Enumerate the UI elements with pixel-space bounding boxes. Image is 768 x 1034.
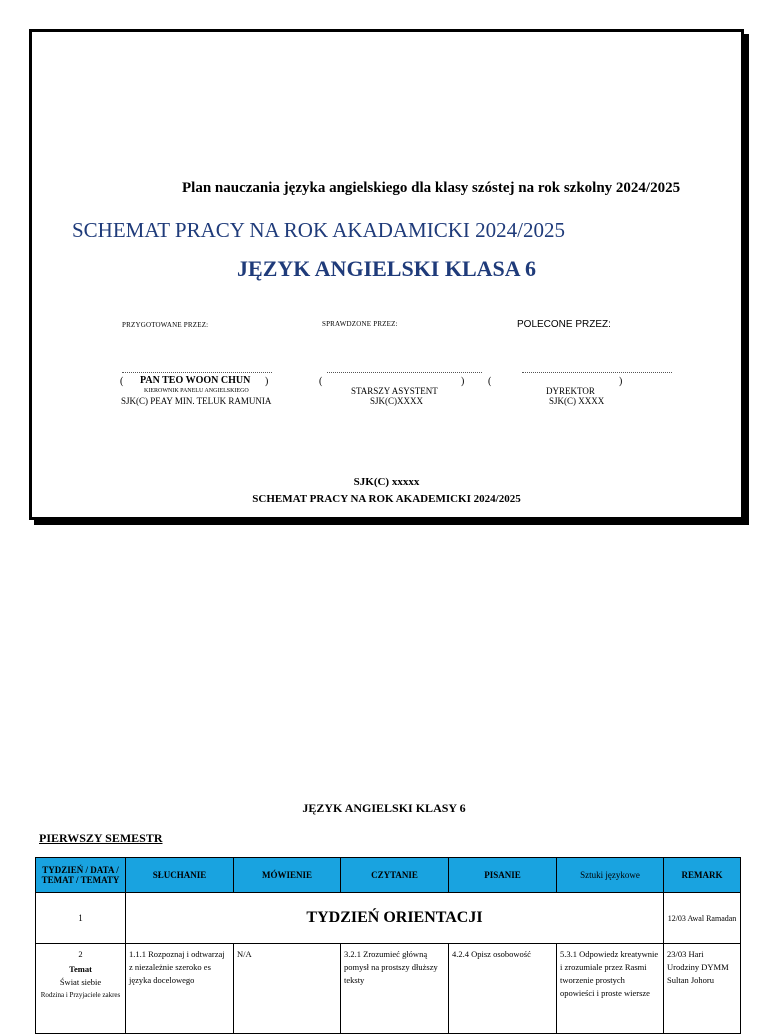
- speaking-cell: N/A: [234, 944, 341, 1034]
- director-school: SJK(C) XXXX: [549, 396, 605, 406]
- header-listening: SŁUCHANIE: [126, 858, 234, 893]
- plan-subtitle: Plan nauczania języka angielskiego dla klasy szóstej na rok szkolny 2024/2025: [182, 180, 681, 196]
- checked-by-label: SPRAWDZONE PRZEZ:: [322, 320, 398, 328]
- signature-line-recommended: [522, 372, 672, 373]
- header-language-arts: Sztuki językowe: [557, 858, 664, 893]
- week-number: 2: [78, 949, 83, 959]
- header-speaking: MÓWIENIE: [234, 858, 341, 893]
- theme-label: Temat: [69, 964, 92, 974]
- paren-close: ): [619, 376, 623, 387]
- section-title: JĘZYK ANGIELSKI KLASY 6: [302, 801, 466, 815]
- scheme-of-work-table: [35, 857, 741, 1034]
- scheme-title: SCHEMAT PRACY NA ROK AKADAMICKI 2024/2025: [72, 218, 565, 242]
- semester-heading: PIERWSZY SEMESTR: [39, 831, 163, 845]
- header-writing: PISANIE: [449, 858, 557, 893]
- preparer-name: PAN TEO WOON CHUN: [140, 375, 251, 386]
- theme-value: Świat siebie: [59, 977, 102, 987]
- prepared-by-label: PRZYGOTOWANE PRZEZ:: [122, 321, 209, 329]
- week-number: 1: [36, 893, 126, 944]
- table-row: [36, 893, 741, 944]
- topic-value: Rodzina i Przyjaciele zakres: [40, 991, 121, 999]
- remark-cell: 23/03 Hari Urodziny DYMM Sultan Johoru: [664, 944, 741, 1034]
- paren-open: (: [120, 376, 124, 387]
- checker-role: STARSZY ASYSTENT: [351, 386, 438, 396]
- week-cell: [36, 944, 126, 1034]
- preparer-school: SJK(C) PEAY MIN. TELUK RAMUNIA: [121, 396, 272, 406]
- signature-line-checked: [327, 372, 482, 373]
- paren-close: ): [461, 376, 465, 387]
- signature-line-prepared: [122, 372, 272, 373]
- writing-cell: 4.2.4 Opisz osobowość: [449, 944, 557, 1034]
- subject-title: JĘZYK ANGIELSKI KLASA 6: [237, 256, 536, 281]
- table-header-row: [36, 858, 741, 893]
- listening-cell: 1.1.1 Rozpoznaj i odtwarzaj z niezależnie szeroko es języka docelowego: [126, 944, 234, 1034]
- preparer-role: KIEROWNIK PANELU ANGIELSKIEGO: [144, 388, 249, 394]
- footer-school: SJK(C) xxxxx: [353, 476, 420, 488]
- header-reading: CZYTANIE: [341, 858, 449, 893]
- remark-cell: 12/03 Awal Ramadan: [664, 893, 741, 944]
- table-row: [36, 944, 741, 1034]
- recommended-by-label: POLECONE PRZEZ:: [517, 319, 611, 330]
- header-week: TYDZIEŃ / DATA / TEMAT / TEMATY: [36, 858, 126, 893]
- footer-title: SCHEMAT PRACY NA ROK AKADEMICKI 2024/2025: [252, 493, 521, 505]
- director-role: DYREKTOR: [546, 386, 595, 396]
- paren-open: (: [319, 376, 323, 387]
- cover-page: [29, 29, 744, 520]
- paren-open: (: [488, 376, 492, 387]
- paren-close: ): [265, 376, 269, 387]
- reading-cell: 3.2.1 Zrozumieć główną pomysł na prostszy dłuższy teksty: [341, 944, 449, 1034]
- orientation-week: TYDZIEŃ ORIENTACJI: [126, 893, 664, 944]
- header-remark: REMARK: [664, 858, 741, 893]
- language-arts-cell: 5.3.1 Odpowiedz kreatywnie i zrozumiale przez Rasmi tworzenie prostych opowieści i proste wiersze: [557, 944, 664, 1034]
- checker-school: SJK(C)XXXX: [370, 396, 424, 406]
